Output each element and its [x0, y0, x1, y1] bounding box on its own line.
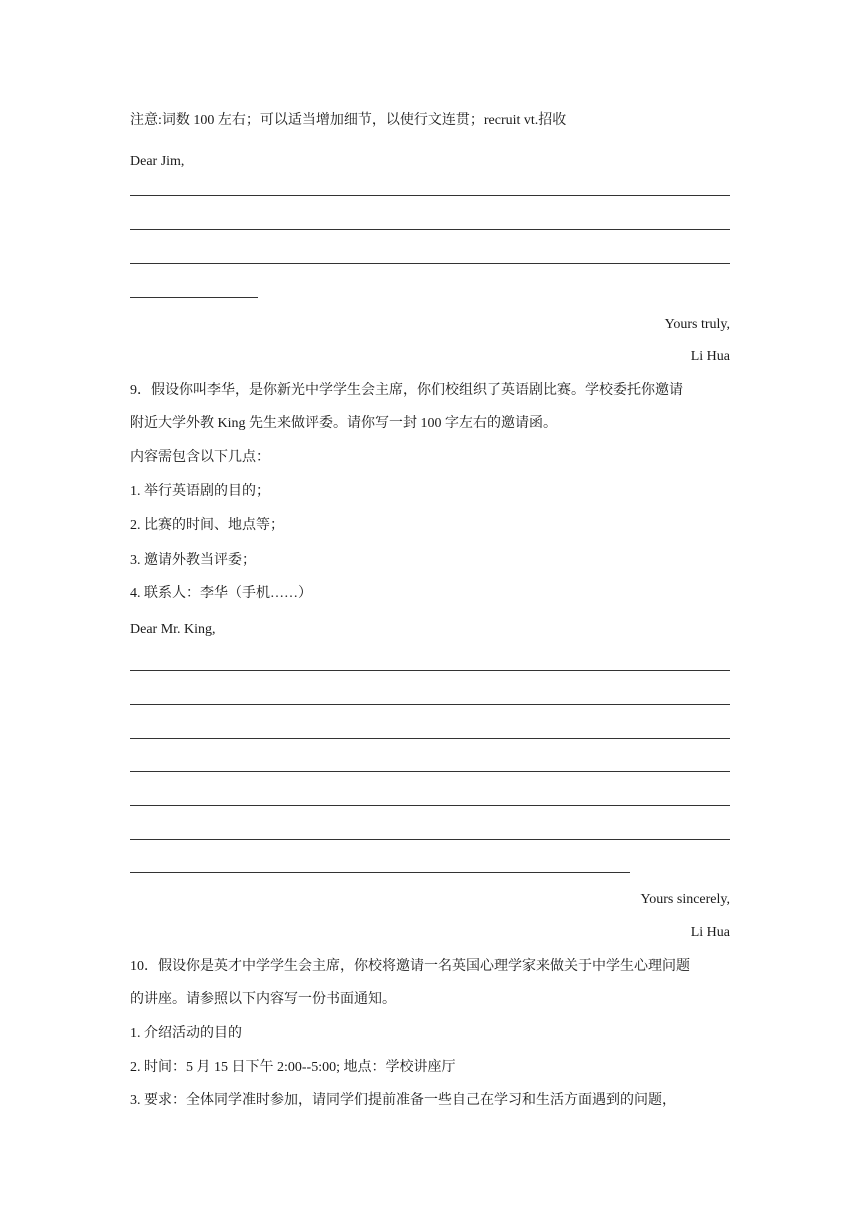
answer-line: [130, 195, 730, 196]
q9-point: 2. 比赛的时间、地点等；: [130, 518, 284, 533]
q9-prompt-line2: 附近大学外教 King 先生来做评委。请你写一封 100 字左右的邀请函。: [130, 416, 557, 431]
q9-greeting: Dear Mr. King,: [130, 622, 216, 637]
answer-line: [130, 704, 730, 705]
answer-line: [130, 872, 630, 873]
q9-prompt-line1: 9．假设你叫李华，是你新光中学学生会主席，你们校组织了英语剧比赛。学校委托你邀请: [130, 383, 683, 398]
q8-greeting: Dear Jim,: [130, 154, 185, 169]
q9-content-intro: 内容需包含以下几点：: [130, 450, 270, 465]
q10-point: 1. 介绍活动的目的: [130, 1026, 242, 1041]
answer-line: [130, 771, 730, 772]
q10-point: 3. 要求：全体同学准时参加，请同学们提前准备一些自己在学习和生活方面遇到的问题，: [130, 1093, 676, 1108]
q10-prompt-line1: 10．假设你是英才中学学生会主席，你校将邀请一名英国心理学家来做关于中学生心理问题: [130, 959, 690, 974]
q8-note: 注意:词数 100 左右；可以适当增加细节，以使行文连贯；recruit vt.招收: [130, 113, 567, 128]
q8-closing: Yours truly,: [664, 317, 730, 332]
q10-point: 2. 时间：5 月 15 日下午 2:00--5:00; 地点：学校讲座厅: [130, 1060, 456, 1075]
q9-point: 3. 邀请外教当评委；: [130, 553, 256, 568]
q9-signature: Li Hua: [690, 925, 730, 940]
q8-signature: Li Hua: [690, 349, 730, 364]
q9-closing: Yours sincerely,: [640, 892, 730, 907]
answer-line: [130, 263, 730, 264]
answer-line: [130, 738, 730, 739]
q10-prompt-line2: 的讲座。请参照以下内容写一份书面通知。: [130, 992, 396, 1007]
answer-line: [130, 670, 730, 671]
q9-point: 1. 举行英语剧的目的；: [130, 484, 270, 499]
answer-line: [130, 229, 730, 230]
answer-line: [130, 805, 730, 806]
answer-line: [130, 297, 258, 298]
answer-line: [130, 839, 730, 840]
q9-point: 4. 联系人：李华（手机……）: [130, 586, 312, 601]
